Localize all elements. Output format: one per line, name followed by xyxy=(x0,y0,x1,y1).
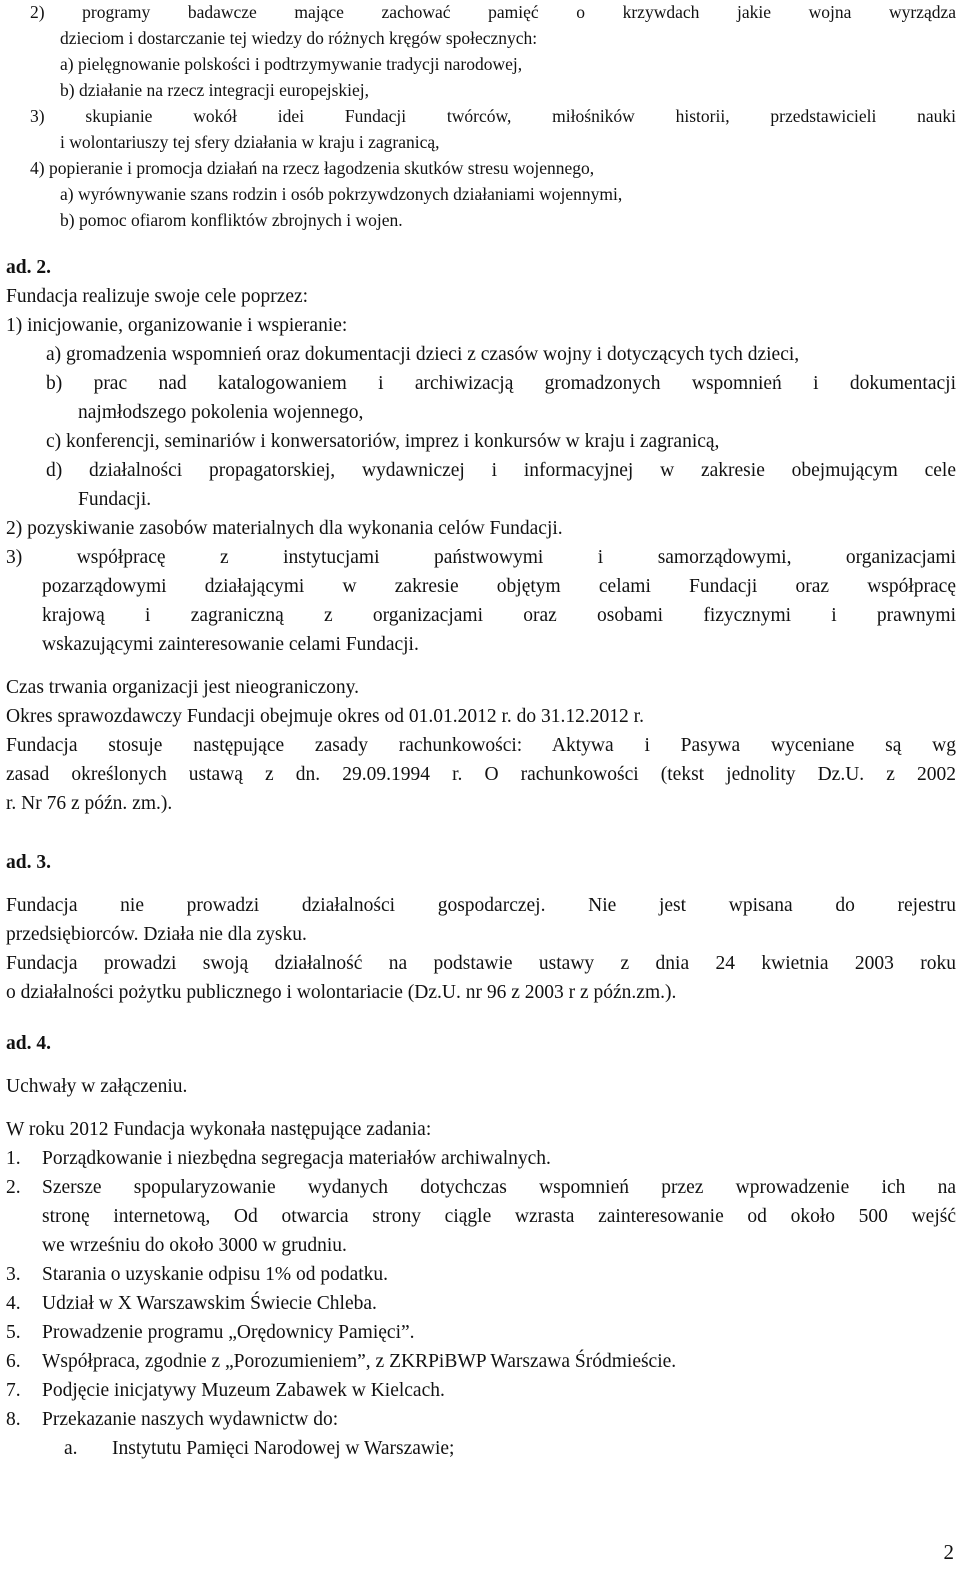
task-text: Starania o uzyskanie odpisu 1% od podatku. xyxy=(42,1264,389,1285)
task-8a-text: Instytutu Pamięci Narodowej w Warszawie; xyxy=(112,1438,455,1459)
goal-2-line-1: 2) programy badawcze mające zachować pamięć o krzywdach jakie wojna wyrządza xyxy=(30,2,956,22)
task-number: 2. xyxy=(6,1177,21,1198)
task-number: 5. xyxy=(6,1322,21,1343)
task-item-8 xyxy=(6,1405,956,1434)
task-number: 8. xyxy=(6,1409,21,1430)
accounting-line-1: Fundacja stosuje następujące zasady rachunkowości: Aktywa i Pasywa wyceniane są wg xyxy=(6,735,956,756)
task-item-4 xyxy=(6,1289,956,1318)
ad2-item-1b-line-1: b) prac nad katalogowaniem i archiwizacją gromadzonych wspomnień i dokumentacji xyxy=(46,373,956,394)
ad3-heading: ad. 3. xyxy=(6,852,51,873)
duration-text: Czas trwania organizacji jest nieograniczony. xyxy=(6,677,360,698)
ad2-item-1a: a) gromadzenia wspomnień oraz dokumentacji dzieci z czasów wojny i dotyczących tych dzieci, xyxy=(46,344,800,365)
task-text: Podjęcie inicjatywy Muzeum Zabawek w Kielcach. xyxy=(42,1380,445,1401)
task-text: Współpraca, zgodnie z „Porozumieniem”, z ZKRPiBWP Warszawa Śródmieście. xyxy=(42,1351,677,1372)
task-text: Przekazanie naszych wydawnictw do: xyxy=(42,1409,339,1430)
task-number xyxy=(6,1202,42,1231)
document-page xyxy=(6,0,956,1463)
ad3-line-4: o działalności pożytku publicznego i wolontariacie (Dz.U. nr 96 z 2003 r z późn.zm.). xyxy=(6,982,677,1003)
ad2-item-1d-line-2: Fundacji. xyxy=(78,489,152,510)
ad2-item-3-line-1: 3) współpracę z instytucjami państwowymi i samorządowymi, organizacjami xyxy=(6,547,956,568)
task-8a xyxy=(6,1434,956,1463)
ad2-section xyxy=(6,253,956,659)
task-text: Prowadzenie programu „Orędownicy Pamięci”. xyxy=(42,1322,415,1343)
task-item-1 xyxy=(6,1144,956,1173)
task-text: we wrześniu do około 3000 w grudniu. xyxy=(42,1235,347,1256)
ad2-item-1b-line-2: najmłodszego pokolenia wojennego, xyxy=(78,402,364,423)
task-item-7 xyxy=(6,1376,956,1405)
task-item-2-line-1 xyxy=(6,1173,956,1202)
ad2-heading: ad. 2. xyxy=(6,257,51,278)
ad3-line-3: Fundacja prowadzi swoją działalność na podstawie ustawy z dnia 24 kwietnia 2003 roku xyxy=(6,953,956,974)
ad2-item-1d-line-1: d) działalności propagatorskiej, wydawniczej i informacyjnej w zakresie obejmującym cele xyxy=(46,460,956,481)
goal-4a: a) wyrównywanie szans rodzin i osób pokrzywdzonych działaniami wojennymi, xyxy=(60,184,623,204)
task-number xyxy=(6,1231,42,1260)
ad2-item-3-line-2: pozarządowymi działającymi w zakresie objętym celami Fundacji oraz współpracę xyxy=(42,576,956,597)
ad2-item-3-line-4: wskazującymi zainteresowanie celami Fundacji. xyxy=(42,634,419,655)
accounting-line-2: zasad określonych ustawą z dn. 29.09.1994 r. O rachunkowości (tekst jednolity Dz.U. z 2002 xyxy=(6,764,956,785)
ad2-item-1c: c) konferencji, seminariów i konwersatoriów, imprez i konkursów w kraju i zagranicą, xyxy=(46,431,720,452)
task-number: 7. xyxy=(6,1380,21,1401)
ad2-item-2: 2) pozyskiwanie zasobów materialnych dla wykonania celów Fundacji. xyxy=(6,518,563,539)
ad4-heading: ad. 4. xyxy=(6,1033,51,1054)
ad4-section xyxy=(6,1029,956,1463)
org-info-section xyxy=(6,673,956,818)
task-number: 4. xyxy=(6,1293,21,1314)
goal-4: 4) popieranie i promocja działań na rzecz łagodzenia skutków stresu wojennego, xyxy=(30,158,595,178)
goal-3-line-2: i wolontariuszy tej sfery działania w kraju i zagranicą, xyxy=(60,132,440,152)
goal-2a: a) pielęgnowanie polskości i podtrzymywanie tradycji narodowej, xyxy=(60,54,523,74)
task-item-6 xyxy=(6,1347,956,1376)
ad2-item-1: 1) inicjowanie, organizowanie i wspieranie: xyxy=(6,315,348,336)
tasks-intro: W roku 2012 Fundacja wykonała następujące zadania: xyxy=(6,1119,432,1140)
ad3-line-2: przedsiębiorców. Działa nie dla zysku. xyxy=(6,924,307,945)
attachments-note: Uchwały w załączeniu. xyxy=(6,1076,188,1097)
task-text: Udział w X Warszawskim Świecie Chleba. xyxy=(42,1293,377,1314)
goals-section xyxy=(6,0,956,233)
ad2-intro: Fundacja realizuje swoje cele poprzez: xyxy=(6,286,309,307)
task-number: 6. xyxy=(6,1351,21,1372)
task-item-5 xyxy=(6,1318,956,1347)
task-text: Szersze spopularyzowanie wydanych dotychczas wspomnień przez wprowadzenie ich na xyxy=(42,1177,956,1198)
goal-4b: b) pomoc ofiarom konfliktów zbrojnych i wojen. xyxy=(60,210,403,230)
ad3-section xyxy=(6,848,956,1007)
task-text: Porządkowanie i niezbędna segregacja materiałów archiwalnych. xyxy=(42,1148,551,1169)
task-text: stronę internetową, Od otwarcia strony ciągle wzrasta zainteresowanie od około 500 wejść xyxy=(42,1206,956,1227)
accounting-line-3: r. Nr 76 z późn. zm.). xyxy=(6,793,173,814)
tasks-list xyxy=(6,1144,956,1434)
task-number: 3. xyxy=(6,1264,21,1285)
goal-3-line-1: 3) skupianie wokół idei Fundacji twórców, miłośników historii, przedstawicieli nauki xyxy=(30,106,956,126)
page-number: 2 xyxy=(943,1540,954,1564)
task-item-3 xyxy=(6,1260,956,1289)
goal-2-line-2: dzieciom i dostarczanie tej wiedzy do różnych kręgów społecznych: xyxy=(60,28,538,48)
task-item-2-line-3 xyxy=(6,1231,956,1260)
ad2-item-3-line-3: krajową i zagraniczną z organizacjami oraz osobami fizycznymi i prawnymi xyxy=(42,605,956,626)
ad3-line-1: Fundacja nie prowadzi działalności gospodarczej. Nie jest wpisana do rejestru xyxy=(6,895,956,916)
task-item-2-line-2 xyxy=(6,1202,956,1231)
reporting-period-text: Okres sprawozdawczy Fundacji obejmuje okres od 01.01.2012 r. do 31.12.2012 r. xyxy=(6,706,644,727)
task-number: 1. xyxy=(6,1148,21,1169)
task-8a-marker: a. xyxy=(64,1438,78,1459)
goal-2b: b) działanie na rzecz integracji europejskiej, xyxy=(60,80,370,100)
